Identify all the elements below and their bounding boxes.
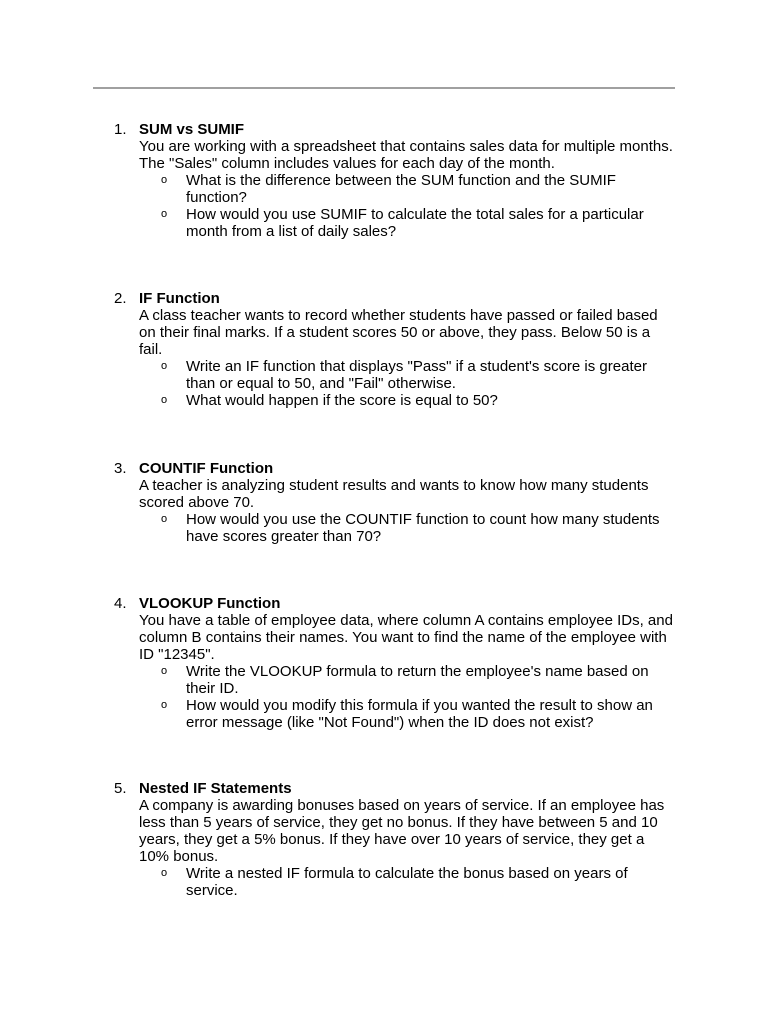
question-4 xyxy=(110,595,676,731)
question-heading xyxy=(110,290,676,307)
circle-bullet-icon: o xyxy=(161,867,168,879)
question-heading xyxy=(110,780,676,797)
question-body: A company is awarding bonuses based on years of service. If an employee has less than 5 years of service, they get no bonus. If they have between 5 and 10 years, they get a 5% bonus. If they have over 10 years of service, they get a 10% bonus. xyxy=(139,797,665,865)
sub-question-text: How would you use SUMIF to calculate the total sales for a particular month from a list of daily sales? xyxy=(186,206,644,240)
sub-question xyxy=(110,358,676,392)
sub-question xyxy=(110,392,676,409)
sub-question-text: Write the VLOOKUP formula to return the employee's name based on their ID. xyxy=(186,663,649,697)
question-3 xyxy=(110,460,676,545)
question-body: A class teacher wants to record whether students have passed or failed based on their final marks. If a student scores 50 or above, they pass. Below 50 is a fail. xyxy=(139,307,658,358)
question-number: 3. xyxy=(114,460,127,477)
sub-question xyxy=(110,865,676,899)
sub-question xyxy=(110,206,676,240)
header-divider xyxy=(93,87,675,89)
sub-question-text: How would you modify this formula if you wanted the result to show an error message (like "Not Found") when the ID does not exist? xyxy=(186,697,653,731)
circle-bullet-icon: o xyxy=(161,665,168,677)
sub-question-list xyxy=(110,865,676,899)
circle-bullet-icon: o xyxy=(161,513,168,525)
question-1 xyxy=(110,121,676,240)
sub-question xyxy=(110,697,676,731)
question-title: COUNTIF Function xyxy=(139,460,274,477)
sub-question xyxy=(110,172,676,206)
circle-bullet-icon: o xyxy=(161,699,168,711)
question-title: SUM vs SUMIF xyxy=(139,121,245,138)
sub-question-text: What is the difference between the SUM function and the SUMIF function? xyxy=(186,172,616,206)
sub-question-text: How would you use the COUNTIF function to count how many students have scores greater than 70? xyxy=(186,511,660,545)
question-number: 2. xyxy=(114,290,127,307)
question-heading xyxy=(110,460,676,477)
question-number: 1. xyxy=(114,121,127,138)
question-title: Nested IF Statements xyxy=(139,780,292,797)
question-number: 5. xyxy=(114,780,127,797)
sub-question xyxy=(110,511,676,545)
question-heading xyxy=(110,595,676,612)
question-title: VLOOKUP Function xyxy=(139,595,281,612)
question-5 xyxy=(110,780,676,899)
question-title: IF Function xyxy=(139,290,220,307)
question-body: You have a table of employee data, where column A contains employee IDs, and column B contains their names. You want to find the name of the employee with ID "12345". xyxy=(139,612,673,663)
sub-question-list xyxy=(110,358,676,409)
question-body: A teacher is analyzing student results and wants to know how many students scored above 70. xyxy=(139,477,649,511)
sub-question xyxy=(110,663,676,697)
circle-bullet-icon: o xyxy=(161,360,168,372)
sub-question-list xyxy=(110,663,676,731)
question-body: You are working with a spreadsheet that contains sales data for multiple months. The "Sales" column includes values for each day of the month. xyxy=(139,138,673,172)
circle-bullet-icon: o xyxy=(161,174,168,186)
sub-question-list xyxy=(110,172,676,240)
circle-bullet-icon: o xyxy=(161,394,168,406)
sub-question-list xyxy=(110,511,676,545)
sub-question-text: Write an IF function that displays "Pass" if a student's score is greater than or equal to 50, and "Fail" otherwise. xyxy=(186,358,647,392)
sub-question-text: Write a nested IF formula to calculate the bonus based on years of service. xyxy=(186,865,628,899)
question-2 xyxy=(110,290,676,409)
question-number: 4. xyxy=(114,595,127,612)
sub-question-text: What would happen if the score is equal to 50? xyxy=(186,392,498,409)
question-heading xyxy=(110,121,676,138)
circle-bullet-icon: o xyxy=(161,208,168,220)
